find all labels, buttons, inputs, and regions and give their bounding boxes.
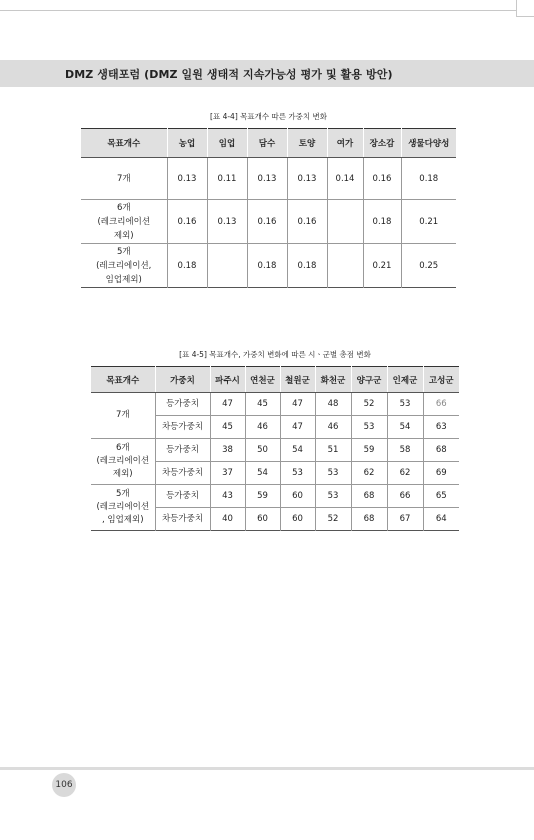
weight-label: 차등가중치 — [155, 508, 210, 531]
table-cell: 58 — [387, 439, 423, 462]
table-cell: 46 — [315, 416, 351, 439]
table-cell: 46 — [245, 416, 280, 439]
table-cell: 67 — [387, 508, 423, 531]
table-cell: 53 — [280, 462, 315, 485]
table-cell: 54 — [280, 439, 315, 462]
table-cell: 53 — [315, 462, 351, 485]
table-cell: 0.18 — [363, 200, 401, 244]
table-cell: 37 — [210, 462, 245, 485]
table-cell: 47 — [280, 393, 315, 416]
table-cell: 38 — [210, 439, 245, 462]
col-header: 여가 — [327, 129, 363, 158]
table-cell: 47 — [280, 416, 315, 439]
col-header: 파주시 — [210, 367, 245, 393]
table-cell — [207, 244, 247, 288]
col-header: 가중치 — [155, 367, 210, 393]
col-header: 장소감 — [363, 129, 401, 158]
table-cell: 0.16 — [363, 158, 401, 200]
table-cell: 62 — [351, 462, 387, 485]
table-cell: 0.14 — [327, 158, 363, 200]
table-cell: 52 — [315, 508, 351, 531]
table-cell: 0.25 — [401, 244, 456, 288]
table-cell: 60 — [245, 508, 280, 531]
table-cell: 68 — [423, 439, 459, 462]
table-cell: 0.13 — [207, 200, 247, 244]
table-cell: 54 — [387, 416, 423, 439]
footer-rule — [0, 767, 534, 770]
table-cell: 45 — [210, 416, 245, 439]
table-cell: 53 — [351, 416, 387, 439]
table-row — [81, 158, 456, 200]
table-4-5-caption: [표 4-5] 목표개수, 가중치 변화에 따른 시ㆍ군별 총점 변화 — [179, 350, 371, 359]
page-number: 106 — [52, 773, 76, 797]
table-cell: 0.16 — [287, 200, 327, 244]
weight-label: 등가중치 — [155, 485, 210, 508]
col-header: 임업 — [207, 129, 247, 158]
weight-label: 등가중치 — [155, 439, 210, 462]
table-cell — [327, 200, 363, 244]
table-cell: 0.16 — [247, 200, 287, 244]
page-corner-mark — [516, 0, 534, 17]
table-cell: 45 — [245, 393, 280, 416]
table-cell: 0.13 — [247, 158, 287, 200]
group-label: 7개 — [91, 393, 155, 439]
table-4-4 — [81, 128, 456, 288]
table-row — [81, 244, 456, 288]
table-cell — [327, 244, 363, 288]
table-cell: 60 — [280, 485, 315, 508]
table-cell: 0.13 — [287, 158, 327, 200]
table-cell: 53 — [315, 485, 351, 508]
table-cell: 0.21 — [401, 200, 456, 244]
table-cell: 0.21 — [363, 244, 401, 288]
table-cell: 68 — [351, 485, 387, 508]
table-cell: 63 — [423, 416, 459, 439]
col-header: 철원군 — [280, 367, 315, 393]
running-header-title: DMZ 생태포럼 (DMZ 일원 생태적 지속가능성 평가 및 활용 방안) — [65, 68, 393, 81]
top-rule — [0, 10, 534, 11]
weight-label: 차등가중치 — [155, 416, 210, 439]
row-label: 6개 (레크리에이션 제외) — [81, 200, 167, 244]
table-cell: 0.11 — [207, 158, 247, 200]
group-label: 6개 (레크리에이션 제외) — [91, 439, 155, 485]
table-cell: 66 — [387, 485, 423, 508]
table-cell: 0.18 — [287, 244, 327, 288]
table-cell: 60 — [280, 508, 315, 531]
table-cell: 0.18 — [167, 244, 207, 288]
weight-label: 차등가중치 — [155, 462, 210, 485]
table-row — [91, 485, 459, 508]
col-header: 목표개수 — [81, 129, 167, 158]
table-cell: 0.18 — [401, 158, 456, 200]
table-cell: 43 — [210, 485, 245, 508]
table-cell: 62 — [387, 462, 423, 485]
col-header: 토양 — [287, 129, 327, 158]
table-cell: 53 — [387, 393, 423, 416]
table-cell: 69 — [423, 462, 459, 485]
table-cell: 0.18 — [247, 244, 287, 288]
table-cell: 65 — [423, 485, 459, 508]
table-header-row — [91, 367, 459, 393]
table-header-row — [81, 129, 456, 158]
col-header: 생물다양성 — [401, 129, 456, 158]
table-cell: 59 — [245, 485, 280, 508]
table-cell: 54 — [245, 462, 280, 485]
table-cell: 47 — [210, 393, 245, 416]
group-label: 5개 (레크리에이션 , 임업제외) — [91, 485, 155, 531]
table-cell: 0.13 — [167, 158, 207, 200]
col-header: 인제군 — [387, 367, 423, 393]
table-row — [81, 200, 456, 244]
table-4-5 — [91, 366, 459, 531]
table-4-4-caption: [표 4-4] 목표개수 따른 가중치 변화 — [210, 112, 327, 121]
col-header: 화천군 — [315, 367, 351, 393]
weight-label: 등가중치 — [155, 393, 210, 416]
table-cell: 50 — [245, 439, 280, 462]
table-row — [91, 393, 459, 416]
table-cell: 0.16 — [167, 200, 207, 244]
row-label: 5개 (레크리에이션, 임업제외) — [81, 244, 167, 288]
table-cell: 66 — [423, 393, 459, 416]
col-header: 목표개수 — [91, 367, 155, 393]
row-label: 7개 — [81, 158, 167, 200]
col-header: 양구군 — [351, 367, 387, 393]
table-cell: 59 — [351, 439, 387, 462]
table-row — [91, 439, 459, 462]
table-cell: 48 — [315, 393, 351, 416]
col-header: 담수 — [247, 129, 287, 158]
col-header: 농업 — [167, 129, 207, 158]
table-cell: 68 — [351, 508, 387, 531]
table-cell: 40 — [210, 508, 245, 531]
col-header: 고성군 — [423, 367, 459, 393]
table-cell: 51 — [315, 439, 351, 462]
col-header: 연천군 — [245, 367, 280, 393]
table-cell: 52 — [351, 393, 387, 416]
table-cell: 64 — [423, 508, 459, 531]
